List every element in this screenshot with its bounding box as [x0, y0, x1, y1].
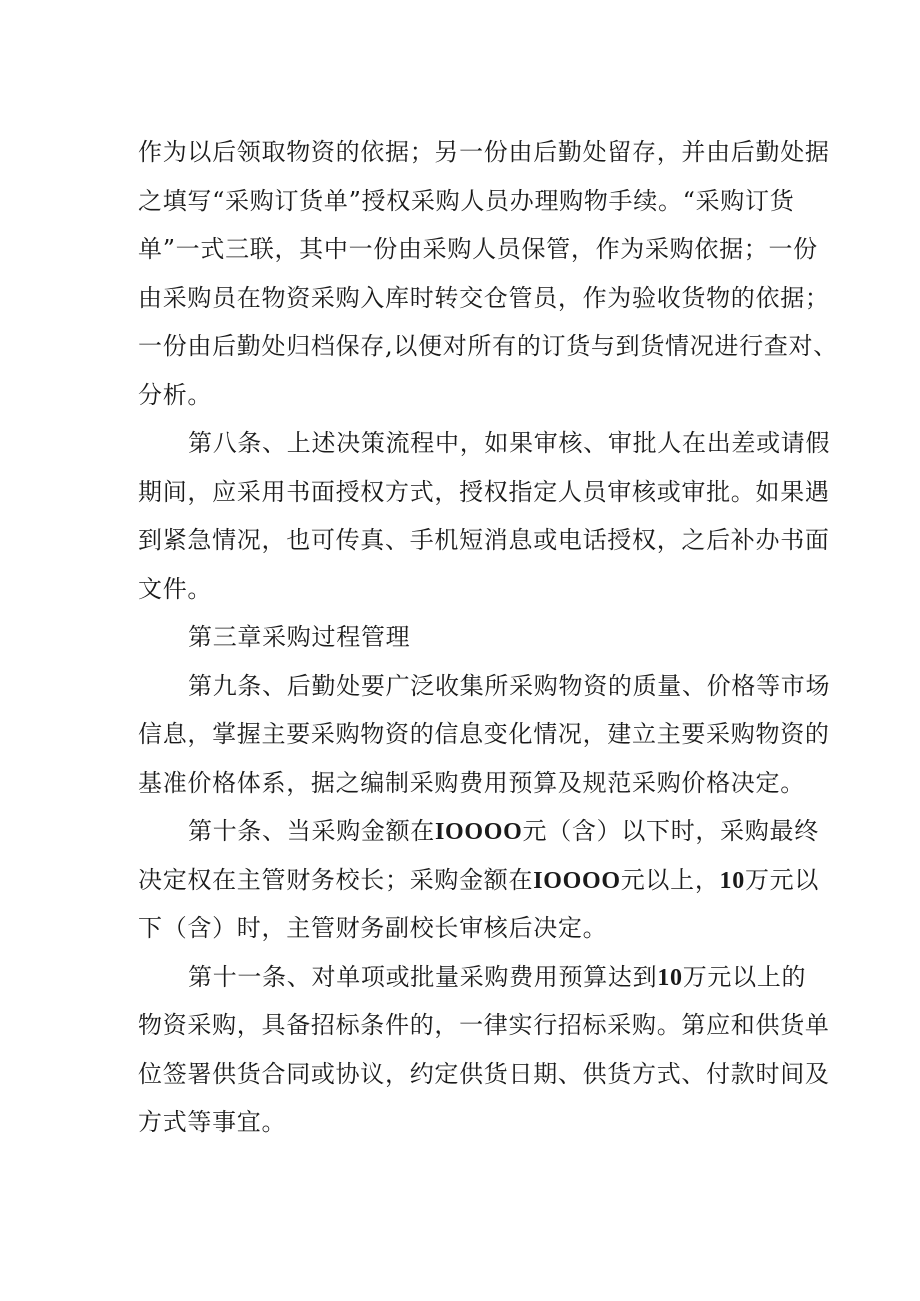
text-line: 位签署供货合同或协议，约定供货日期、供货方式、付款时间及: [138, 1059, 830, 1088]
text-line: [138, 856, 820, 905]
text-span: 决定权在主管财务校长；采购金额在: [138, 865, 534, 894]
amount-text: IOOOO: [435, 819, 523, 845]
amount-text: 10: [657, 964, 683, 991]
amount-text: 10: [719, 867, 745, 894]
text-line: 方式等事宜。: [138, 1108, 287, 1136]
text-line: 基准价格体系，据之编制采购费用预算及规范采购价格决定。: [138, 768, 805, 797]
text-span: 元以上，: [620, 865, 720, 894]
article-9-line: 第九条、后勤处要广泛收集所采购物资的质量、价格等市场: [188, 671, 831, 700]
article-8-line: 第八条、上述决策流程中，如果审核、审批人在出差或请假: [188, 429, 831, 457]
chapter-heading: 第三章采购过程管理: [188, 623, 411, 651]
text-line: 期间，应采用书面授权方式，授权指定人员审核或审批。如果遇: [138, 477, 830, 506]
text-line: 作为以后领取物资的依据；另一份由后勤处留存，并由后勤处据: [138, 138, 830, 166]
text-span: 第十条、当采购金额在: [188, 817, 435, 845]
text-span: 元（含）以下时，采购最终: [522, 817, 819, 845]
text-line: 一份由后勤处归档保存,以便对所有的订货与到货情况进行查对、: [138, 332, 838, 360]
text-line: 文件。: [138, 574, 213, 603]
document-page: [138, 128, 838, 1147]
article-10-line: [138, 807, 819, 856]
text-line: 下（含）时，主管财务副校长审核后决定。: [138, 914, 608, 942]
text-span: 万元以: [744, 865, 820, 894]
text-span: 万元以上的: [682, 962, 807, 991]
text-line: 单”一式三联，其中一份由采购人员保管，作为采购依据；一份: [138, 235, 818, 263]
article-11-line: [138, 953, 807, 1002]
text-line: 分析。: [138, 380, 213, 409]
text-line: 物资采购，具备招标条件的，一律实行招标采购。第应和供货单: [138, 1011, 830, 1039]
text-line: 由采购员在物资采购入库时转交仓管员，作为验收货物的依据；: [138, 283, 830, 312]
text-line: 之填写“采购订货单”授权采购人员办理购物手续。“采购订货: [138, 186, 795, 215]
text-line: 信息，掌握主要采购物资的信息变化情况，建立主要采购物资的: [138, 720, 830, 748]
amount-text: IOOOO: [533, 867, 621, 894]
text-span: 第十一条、对单项或批量采购费用预算达到: [188, 962, 658, 991]
text-line: 到紧急情况，也可传真、手机短消息或电话授权，之后补办书面: [138, 526, 830, 554]
